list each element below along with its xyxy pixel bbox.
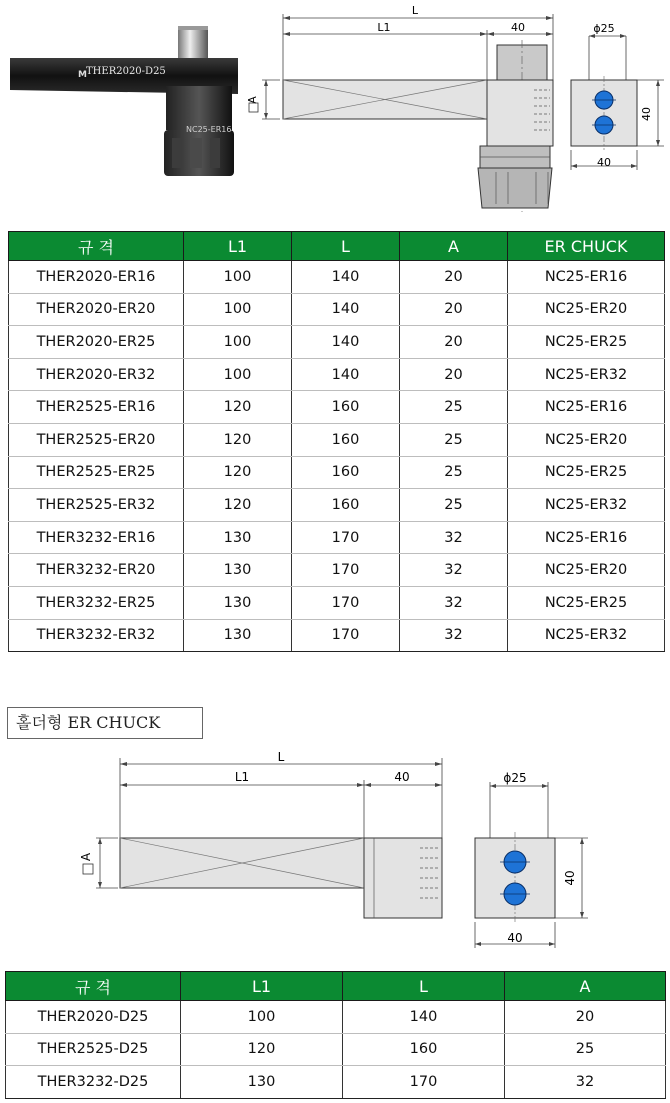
table-cell: 140 [292, 326, 400, 359]
table-cell: 32 [400, 554, 508, 587]
table-cell: THER2525-ER32 [9, 489, 184, 522]
dim-40-top-bottom: 40 [394, 770, 410, 784]
photo-model-label: THER2020-D25 [86, 66, 166, 77]
table-cell: 160 [292, 391, 400, 424]
table-cell: THER2020-ER25 [9, 326, 184, 359]
table-row [6, 1001, 666, 1034]
table-cell: 25 [400, 489, 508, 522]
table-row [6, 1066, 666, 1099]
table-cell: 130 [184, 619, 292, 652]
dim-L1: L1 [377, 21, 391, 34]
table-cell: THER3232-ER25 [9, 586, 184, 619]
table-cell: 25 [400, 391, 508, 424]
section-caption: 홀더형 ER CHUCK [7, 707, 203, 739]
dim-40-bottom: 40 [597, 156, 611, 169]
table-cell: NC25-ER16 [508, 391, 665, 424]
dim-40-bottom-bottom: 40 [507, 931, 523, 945]
header-l: L [292, 232, 400, 261]
table-cell: NC25-ER20 [508, 554, 665, 587]
header-l: L [343, 972, 505, 1001]
table-cell: 170 [292, 554, 400, 587]
header-er-chuck: ER CHUCK [508, 232, 665, 261]
table-row [9, 293, 665, 326]
table-row [9, 521, 665, 554]
table-cell: THER2020-D25 [6, 1001, 181, 1034]
dim-L1-bottom: L1 [234, 770, 250, 784]
header-a: A [505, 972, 666, 1001]
table-cell: 140 [292, 358, 400, 391]
table-cell: THER2525-D25 [6, 1033, 181, 1066]
er-chuck-spec-table [8, 231, 665, 652]
table-cell: THER3232-ER32 [9, 619, 184, 652]
table-row [9, 358, 665, 391]
table-cell: NC25-ER32 [508, 489, 665, 522]
header-l1: L1 [181, 972, 343, 1001]
table-cell: 20 [505, 1001, 666, 1034]
bottom-drawing [70, 745, 590, 955]
table-cell: NC25-ER20 [508, 293, 665, 326]
table-cell: 160 [292, 456, 400, 489]
table-row [9, 456, 665, 489]
table-row [9, 554, 665, 587]
table-cell: 100 [184, 293, 292, 326]
table-cell: NC25-ER25 [508, 326, 665, 359]
table-cell: 120 [184, 456, 292, 489]
table-cell: THER3232-D25 [6, 1066, 181, 1099]
header-spec: 규 격 [9, 232, 184, 261]
table-cell: 130 [184, 554, 292, 587]
dim-40-side-bottom: 40 [563, 870, 577, 886]
dim-phi25: ϕ25 [593, 22, 615, 35]
table-cell: 130 [181, 1066, 343, 1099]
table-cell: THER2020-ER20 [9, 293, 184, 326]
dim-40-side: 40 [640, 107, 653, 121]
table-cell: NC25-ER32 [508, 619, 665, 652]
table-cell: NC25-ER25 [508, 456, 665, 489]
table-header-row [6, 972, 666, 1001]
table-cell: 120 [184, 391, 292, 424]
dim-phi25-bottom: ϕ25 [503, 771, 527, 785]
table-cell: 130 [184, 586, 292, 619]
table-header-row [9, 232, 665, 261]
table-row [9, 261, 665, 294]
table-cell: 32 [505, 1066, 666, 1099]
header-spec: 규 격 [6, 972, 181, 1001]
table-row [9, 391, 665, 424]
table-cell: 25 [505, 1033, 666, 1066]
table-cell: 100 [184, 358, 292, 391]
table-cell: NC25-ER20 [508, 423, 665, 456]
table-row [9, 489, 665, 522]
table-cell: 32 [400, 619, 508, 652]
table-cell: NC25-ER32 [508, 358, 665, 391]
holder-spec-table [5, 971, 666, 1099]
table-cell: 170 [292, 586, 400, 619]
header-l1: L1 [184, 232, 292, 261]
table-cell: THER2525-ER16 [9, 391, 184, 424]
table-row [6, 1033, 666, 1066]
table-cell: 20 [400, 358, 508, 391]
table-cell: 140 [343, 1001, 505, 1034]
header-a: A [400, 232, 508, 261]
table-cell: 160 [292, 423, 400, 456]
square-symbol-icon [83, 864, 93, 874]
table-cell: 120 [181, 1033, 343, 1066]
table-cell: 140 [292, 261, 400, 294]
table-cell: NC25-ER16 [508, 261, 665, 294]
table-cell: THER2525-ER20 [9, 423, 184, 456]
table-cell: 100 [184, 326, 292, 359]
table-cell: 100 [181, 1001, 343, 1034]
table-cell: 160 [292, 489, 400, 522]
table-cell: 170 [292, 619, 400, 652]
dim-L: L [411, 4, 419, 17]
table-cell: 170 [292, 521, 400, 554]
table-cell: THER2020-ER16 [9, 261, 184, 294]
table-cell: 20 [400, 293, 508, 326]
table-cell: THER2020-ER32 [9, 358, 184, 391]
table-row [9, 619, 665, 652]
dim-A-bottom: A [79, 852, 93, 862]
table-row [9, 586, 665, 619]
table-cell: 32 [400, 586, 508, 619]
product-photo [6, 24, 246, 184]
photo-chuck-label: NC25-ER16 [186, 125, 232, 134]
table-cell: 120 [184, 489, 292, 522]
table-cell: 100 [184, 261, 292, 294]
dim-A: A [246, 96, 259, 104]
table-cell: 170 [343, 1066, 505, 1099]
table-cell: 160 [343, 1033, 505, 1066]
dim-L-bottom: L [277, 750, 285, 764]
svg-text:M: M [78, 70, 87, 80]
table-cell: 25 [400, 423, 508, 456]
table-cell: 20 [400, 261, 508, 294]
table-cell: 32 [400, 521, 508, 554]
table-cell: NC25-ER25 [508, 586, 665, 619]
table-cell: 120 [184, 423, 292, 456]
table-cell: 130 [184, 521, 292, 554]
table-row [9, 423, 665, 456]
table-row [9, 326, 665, 359]
table-cell: THER3232-ER16 [9, 521, 184, 554]
table-cell: 140 [292, 293, 400, 326]
table-cell: 25 [400, 456, 508, 489]
table-cell: NC25-ER16 [508, 521, 665, 554]
table-cell: THER2525-ER25 [9, 456, 184, 489]
top-drawing [240, 0, 670, 215]
table-cell: THER3232-ER20 [9, 554, 184, 587]
table-cell: 20 [400, 326, 508, 359]
dim-40-top: 40 [511, 21, 525, 34]
